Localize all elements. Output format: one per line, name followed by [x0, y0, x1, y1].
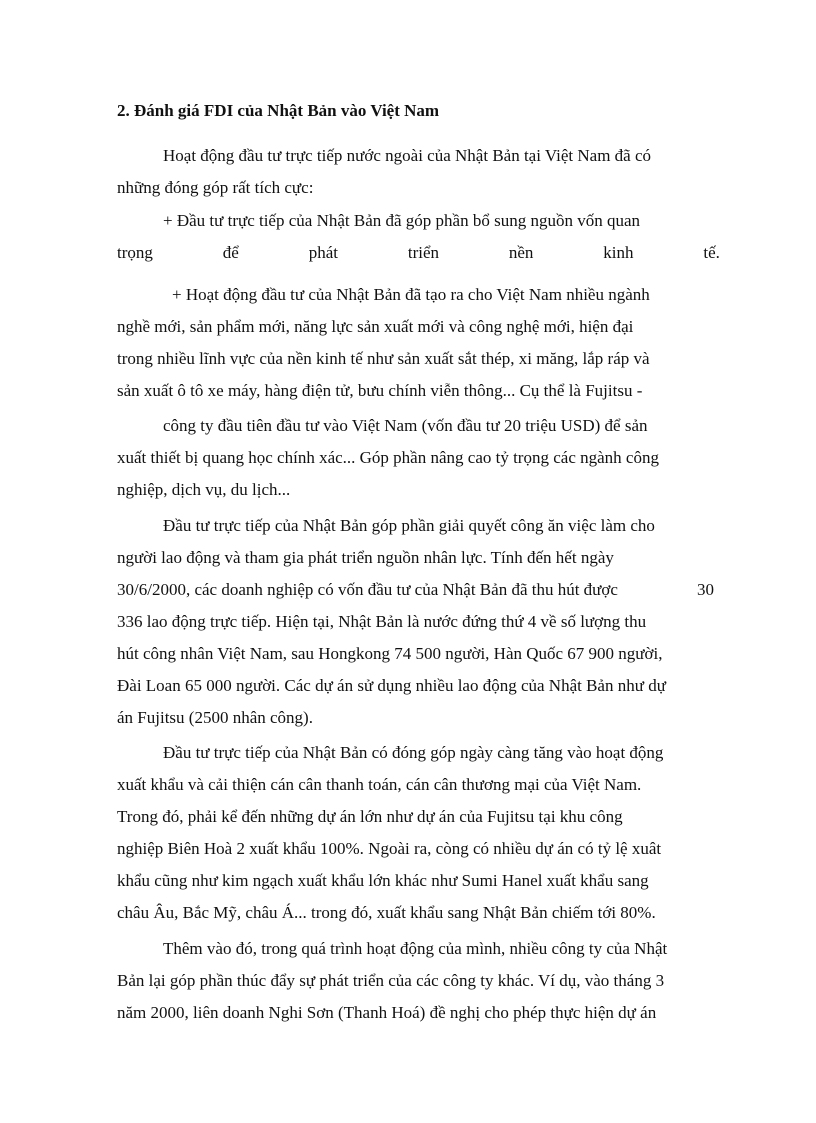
bullet-1-word: trọng	[117, 243, 153, 262]
export-line-1: Đầu tư trực tiếp của Nhật Bản có đóng góp ngày càng tăng vào hoạt động	[163, 743, 664, 762]
bullet-1-line-1: + Đầu tư trực tiếp của Nhật Bản đã góp phần bổ sung nguồn vốn quan	[163, 211, 641, 230]
bullet-1-word: nền	[508, 243, 534, 262]
bullet-2-line-2: nghề mới, sản phẩm mới, năng lực sản xuất mới và công nghệ mới, hiện đại	[117, 317, 634, 336]
more-line-3: năm 2000, liên doanh Nghi Sơn (Thanh Hoá) đề nghị cho phép thực hiện dự án	[117, 1003, 657, 1022]
export-line-6: châu Âu, Bắc Mỹ, châu Á... trong đó, xuất khẩu sang Nhật Bản chiếm tới 80%.	[117, 903, 656, 922]
bullet-2-line-7: nghiệp, dịch vụ, du lịch...	[117, 480, 291, 499]
labor-line-7: án Fujitsu (2500 nhân công).	[117, 708, 313, 727]
bullet-1-word: tế.	[703, 243, 720, 262]
bullet-2-line-4: sản xuất ô tô xe máy, hàng điện tử, bưu chính viễn thông... Cụ thể là Fujitsu -	[117, 381, 643, 400]
section-heading: 2. Đánh giá FDI của Nhật Bản vào Việt Nam	[117, 101, 440, 120]
more-line-2: Bản lại góp phần thúc đẩy sự phát triển của các công ty khác. Ví dụ, vào tháng 3	[117, 971, 665, 990]
labor-line-2: người lao động và tham gia phát triển nguồn nhân lực. Tính đến hết ngày	[117, 548, 614, 567]
export-line-2: xuất khẩu và cải thiện cán cân thanh toán, cán cân thương mại của Việt Nam.	[117, 775, 642, 794]
labor-line-1: Đầu tư trực tiếp của Nhật Bản góp phần giải quyết công ăn việc làm cho	[163, 516, 655, 535]
bullet-1-line-2	[117, 242, 720, 264]
export-line-5: khẩu cũng như kim ngạch xuất khẩu lớn khác như Sumi Hanel xuất khẩu sang	[117, 871, 649, 890]
intro-line-1: Hoạt động đầu tư trực tiếp nước ngoài của Nhật Bản tại Việt Nam đã có	[163, 146, 652, 165]
intro-line-2: những đóng góp rất tích cực:	[117, 178, 314, 197]
labor-line-6: Đài Loan 65 000 người. Các dự án sử dụng nhiều lao động của Nhật Bản như dự	[117, 676, 666, 695]
more-line-1: Thêm vào đó, trong quá trình hoạt động của mình, nhiều công ty của Nhật	[163, 939, 668, 958]
bullet-2-line-5: công ty đầu tiên đầu tư vào Việt Nam (vốn đầu tư 20 triệu USD) để sản	[163, 416, 648, 435]
bullet-1-word: phát	[308, 243, 338, 262]
bullet-1-word: kinh	[603, 243, 634, 262]
bullet-1-word: triển	[407, 243, 439, 262]
labor-line-4: 336 lao động trực tiếp. Hiện tại, Nhật Bản là nước đứng thứ 4 về số lượng thu	[117, 612, 647, 631]
labor-line-3b: 30	[697, 580, 714, 599]
bullet-2-line-6: xuất thiết bị quang học chính xác... Góp phần nâng cao tỷ trọng các ngành công	[117, 448, 659, 467]
bullet-2-line-3: trong nhiều lĩnh vực của nền kinh tế như sản xuất sắt thép, xi măng, lắp ráp và	[117, 349, 650, 368]
bullet-2-line-1: + Hoạt động đầu tư của Nhật Bản đã tạo ra cho Việt Nam nhiều ngành	[172, 285, 650, 304]
labor-line-3a: 30/6/2000, các doanh nghiệp có vốn đầu tư của Nhật Bản đã thu hút được	[117, 580, 618, 599]
bullet-1-word: để	[222, 243, 239, 262]
export-line-3: Trong đó, phải kể đến những dự án lớn như dự án của Fujitsu tại khu công	[117, 807, 623, 826]
export-line-4: nghiệp Biên Hoà 2 xuất khẩu 100%. Ngoài ra, còng có nhiều dự án có tỷ lệ xuât	[117, 839, 662, 858]
labor-line-5: hút công nhân Việt Nam, sau Hongkong 74 500 người, Hàn Quốc 67 900 người,	[117, 644, 663, 663]
